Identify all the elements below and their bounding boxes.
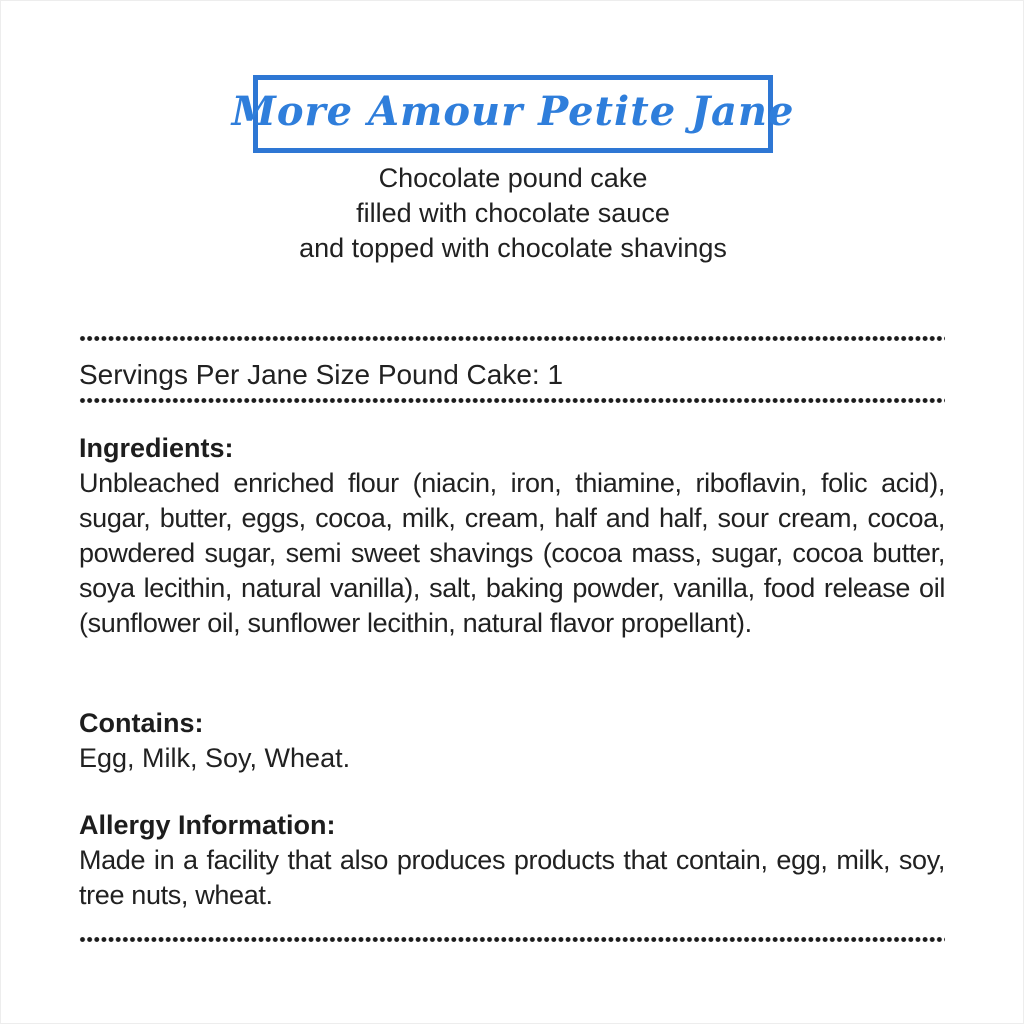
dotted-divider-middle [79,397,945,404]
ingredients-heading: Ingredients: [79,433,234,463]
servings-line: Servings Per Jane Size Pound Cake: 1 [79,359,564,390]
allergy-information-heading: Allergy Information: [79,810,336,840]
dotted-divider-top [79,335,945,342]
description-line-2: filled with chocolate sauce [356,198,670,228]
allergy-information-text: Made in a facility that also produces products that contain, egg, milk, soy, tree nuts, wheat. [79,845,945,910]
contains-heading: Contains: [79,708,204,738]
brand-title-box [231,75,795,153]
ingredients-text: Unbleached enriched flour (niacin, iron, thiamine, riboflavin, folic acid), sugar, butter, eggs, cocoa, milk, cream, half and half, sour cream, cocoa, powdered sugar, semi sweet shavings (cocoa mass, sugar, cocoa butter, soya lecithin, natural vanilla), salt, baking powder, vanilla, food release oil (sunflower oil, sunflower lecithin, natural flavor propellant). [79,468,945,638]
dotted-divider-bottom [79,936,945,943]
brand-title: More Amour Petite Jane [231,88,795,135]
description-line-3: and topped with chocolate shavings [299,233,727,263]
contains-text: Egg, Milk, Soy, Wheat. [79,743,351,773]
product-description [1,161,1024,266]
description-line-1: Chocolate pound cake [378,163,648,193]
